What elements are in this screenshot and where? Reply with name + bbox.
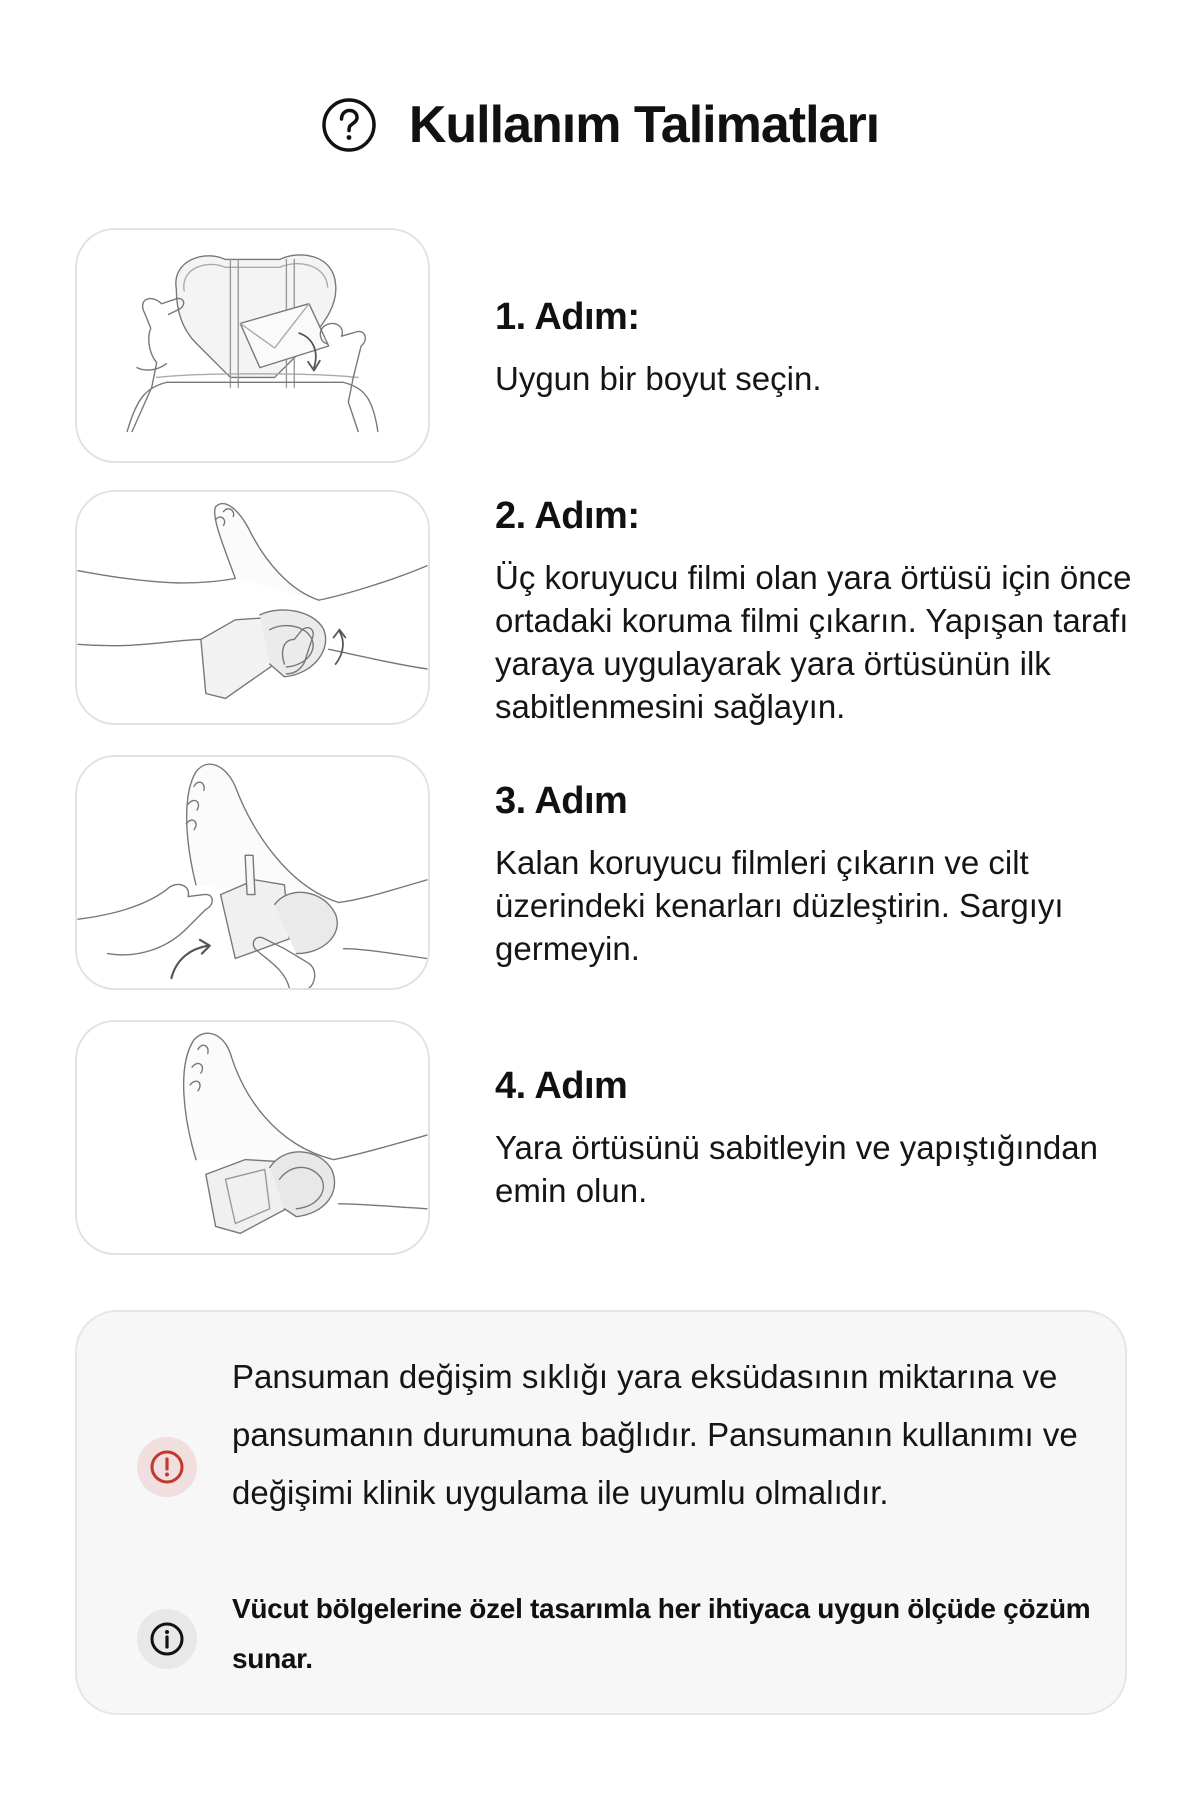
info-text: Vücut bölgelerine özel tasarımla her ihtiyaca uygun ölçüde çözüm sunar.	[232, 1593, 1091, 1674]
page-header	[0, 95, 1200, 155]
hands-removing-films-illustration	[77, 757, 428, 988]
step-1-illustration-card	[75, 228, 430, 463]
step-3-text	[495, 780, 1175, 970]
step-4-description: Yara örtüsünü sabitleyin ve yapıştığından emin olun.	[495, 1129, 1098, 1209]
step-3-description: Kalan koruyucu filmleri çıkarın ve cilt üzerindeki kenarları düzleştirin. Sargıyı germeyin.	[495, 844, 1064, 967]
page-title: Kullanım Talimatları	[408, 96, 880, 154]
step-2-illustration-card	[75, 490, 430, 725]
step-1-title: 1. Adım:	[495, 296, 640, 338]
step-2-description: Üç koruyucu filmi olan yara örtüsü için önce ortadaki koruma filmi çıkarın. Yapışan tarafı yaraya uygulayarak yara örtüsünün ilk sabitlenmesini sağlayın.	[495, 559, 1132, 725]
step-3-illustration-card	[75, 755, 430, 990]
info-badge	[137, 1609, 197, 1669]
step-2-text	[495, 495, 1175, 728]
exclamation-circle-icon	[149, 1449, 185, 1485]
step-4-title: 4. Adım	[495, 1065, 628, 1107]
step-3-title: 3. Adım	[495, 780, 628, 822]
notice-box	[75, 1310, 1127, 1715]
hands-selecting-dressing-illustration	[77, 230, 428, 461]
step-1-text	[495, 296, 1175, 400]
warning-text: Pansuman değişim sıklığı yara eksüdasının miktarına ve pansumanın durumuna bağlıdır. Pansumanın kullanımı ve değişimi klinik uygulama ile uyumlu olmalıdır.	[232, 1358, 1078, 1511]
heel-dressing-first-fixation-illustration	[77, 492, 428, 723]
step-2-title: 2. Adım:	[495, 495, 640, 537]
step-4-illustration-card	[75, 1020, 430, 1255]
heel-dressing-applied-illustration	[77, 1022, 428, 1253]
warning-badge	[137, 1437, 197, 1497]
step-1-description: Uygun bir boyut seçin.	[495, 360, 822, 397]
question-circle-icon	[321, 97, 377, 153]
info-circle-icon	[149, 1621, 185, 1657]
step-4-text	[495, 1065, 1175, 1212]
